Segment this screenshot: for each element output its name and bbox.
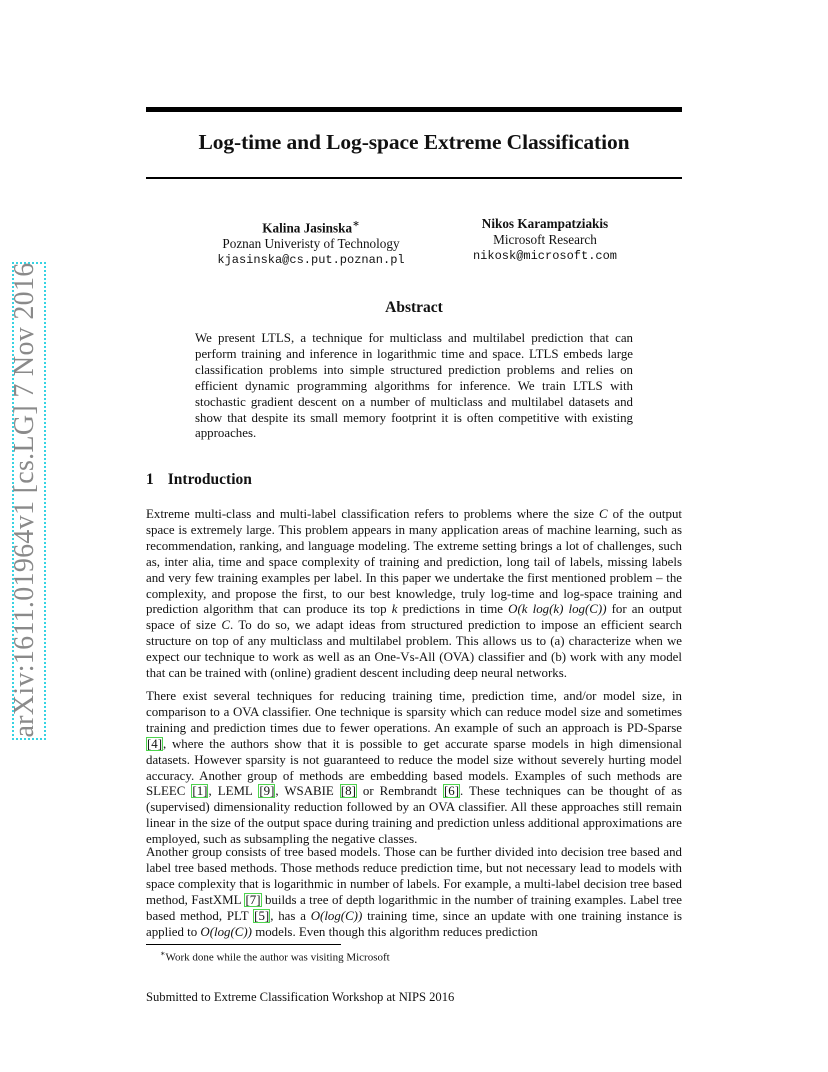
title-bottom-rule xyxy=(146,177,682,179)
title-top-rule xyxy=(146,107,682,112)
citation-link[interactable]: [5] xyxy=(254,908,270,923)
section-number: 1 xyxy=(146,471,154,488)
author-block-2 xyxy=(440,216,650,264)
paragraph-3: Another group consists of tree based models. Those can be further divided into decision tree based and label tree based methods. Those methods reduce prediction time, but not necessary lead to models with space complexity that is logarithmic in number of labels. For example, a multi-label decision tree based method, FastXML [7] builds a tree of depth logarithmic in the number of training examples. Label tree based method, PLT [5], has a O(log(C)) training time, since an update with one training instance is applied to O(log(C)) models. Even though this algorithm reduces prediction xyxy=(146,845,682,939)
author-email-2[interactable]: nikosk@microsoft.com xyxy=(472,249,618,263)
citation-link[interactable]: [4] xyxy=(147,736,163,751)
submission-note: Submitted to Extreme Classification Workshop at NIPS 2016 xyxy=(146,990,455,1004)
paper-title: Log-time and Log-space Extreme Classification xyxy=(198,130,630,154)
arxiv-stamp[interactable]: arXiv:1611.01964v1 [cs.LG] 7 Nov 2016 xyxy=(9,262,40,738)
author-block-1 xyxy=(196,216,426,268)
paragraph-1: Extreme multi-class and multi-label classification refers to problems where the size C of the output space is extremely large. This problem appears in many application areas of machine learning, such as recommendation, ranking, and language modeling. The extreme setting brings a lot of challenges, such as, inter alia, time and space complexity of training and prediction, long tail of labels, missing labels and very few training examples per label. In this paper we undertake the first mentioned problem – the complexity, and propose the first, to our best knowledge, truly log-time and log-space training and prediction algorithm that can produce its top k predictions in time O(k log(k) log(C)) for an output space of size C. To do so, we adapt ideas from structured prediction to impose an efficient search structure on top of any multiclass and multilabel problem. This allows us to (a) characterize when we expect our technique to work as well as an One-Vs-All (OVA) classifier and (b) work with any model that can be trained with (online) gradient descent including deep neural networks. xyxy=(146,507,683,681)
citation-link[interactable]: [8] xyxy=(340,784,356,799)
author-name-1: Kalina Jasinska∗ xyxy=(262,218,360,236)
complexity-formula: O(k log(k) log(C)) xyxy=(508,602,607,617)
citation-link[interactable]: [9] xyxy=(259,784,275,799)
footnote: ∗Work done while the author was visiting Microsoft xyxy=(160,949,390,964)
author-email-1[interactable]: kjasinska@cs.put.poznan.pl xyxy=(217,253,405,268)
author-affiliation-2: Microsoft Research xyxy=(493,232,597,247)
citation-link[interactable]: [7] xyxy=(245,892,261,907)
section-title: Introduction xyxy=(167,471,252,488)
paragraph-2: There exist several techniques for reducing training time, prediction time, and/or model size, in comparison to a OVA classifier. One technique is sparsity which can reduce model size and sometimes training and prediction times due to fewer operations. An example of such an approach is PD-Sparse [4], where the authors show that it is possible to get accurate sparse models in high dimensional datasets. However sparsity is not guaranteed to reduce the model size without severely hurting model accuracy. Another group of methods are embedding based models. Examples of such methods are SLEEC [1], LEML [9], WSABIE [8] or Rembrandt [6]. These techniques can be thought of as (supervised) dimensionality reduction followed by an OVA classifier. All these approaches still remain linear in the size of the output space during training and prediction unless additional approximations are employed, such as subsampling the negative classes. xyxy=(146,689,682,847)
citation-link[interactable]: [1] xyxy=(192,784,208,799)
abstract-heading: Abstract xyxy=(385,299,443,316)
citation-link[interactable]: [6] xyxy=(443,784,459,799)
author-name-2: Nikos Karampatziakis xyxy=(481,216,609,231)
footnote-rule xyxy=(146,944,341,945)
section-heading xyxy=(146,471,252,489)
abstract-text: We present LTLS, a technique for multiclass and multilabel prediction that can perform training and inference in logarithmic time and space. LTLS embeds large classification problems into simple structured prediction problems and relies on efficient dynamic programming algorithms for inference. We train LTLS with stochastic gradient descent on a number of multiclass and multilabel datasets and show that despite its small memory footprint it is often competitive with existing approaches. xyxy=(195,331,633,441)
author-affiliation-1: Poznan Univeristy of Technology xyxy=(222,236,400,252)
